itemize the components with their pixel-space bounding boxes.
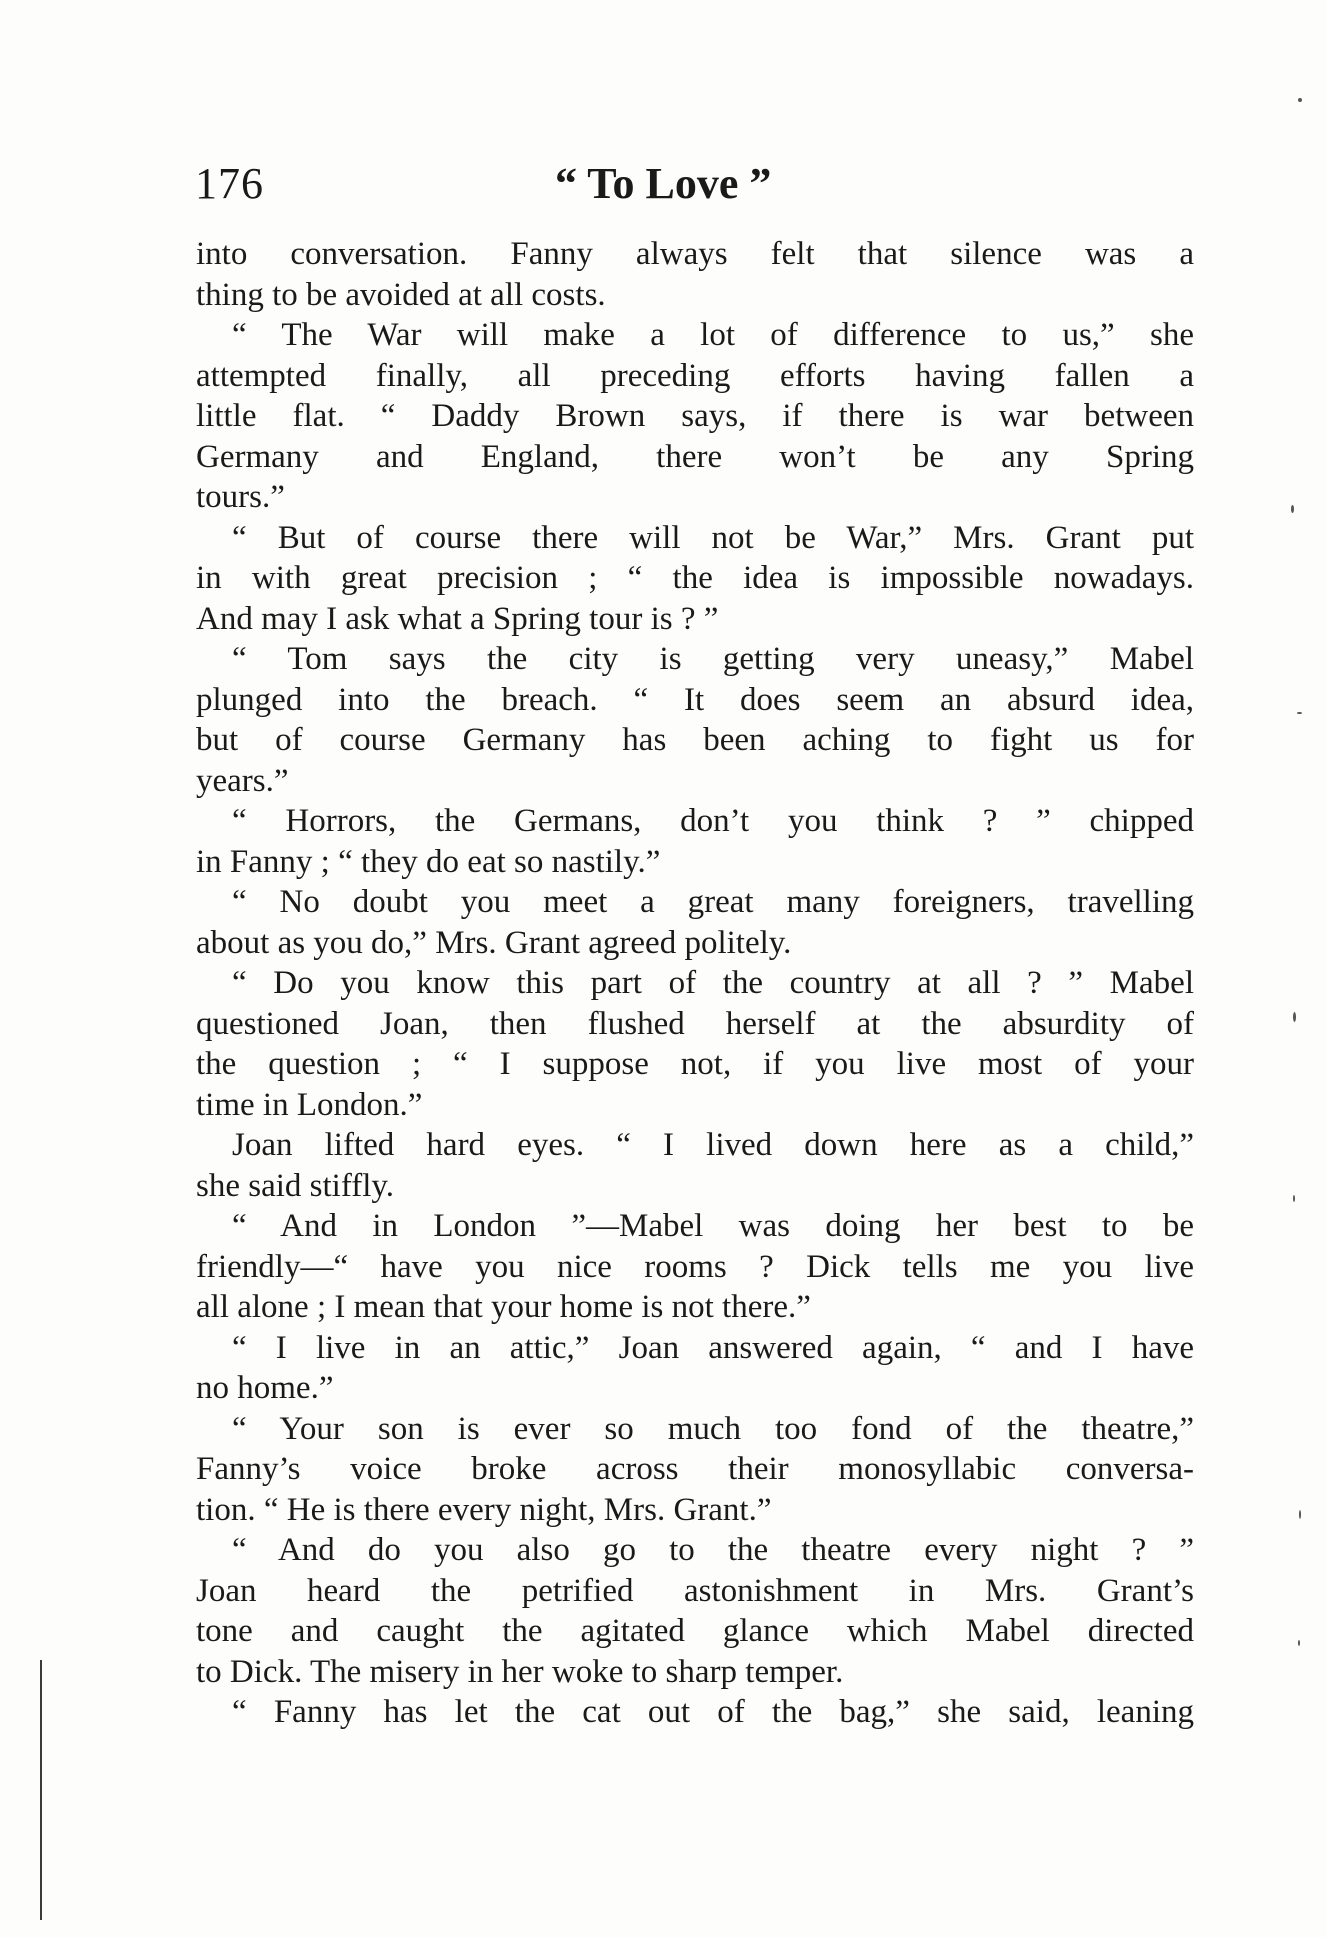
running-title: “ To Love ” bbox=[555, 159, 772, 208]
text-line: Germany and England, there won’t be any Spring bbox=[196, 438, 1194, 475]
text-line: “ Horrors, the Germans, don’t you think ? ” chipped bbox=[232, 803, 1194, 839]
text-line: Fanny’s voice broke across their monosyllabic conversa- bbox=[196, 1451, 1194, 1487]
text-line: years.” bbox=[196, 762, 289, 799]
text-line: the question ; “ I suppose not, if you live most of your bbox=[196, 1046, 1194, 1082]
scan-margin-line bbox=[40, 1660, 42, 1920]
text-line: thing to be avoided at all costs. bbox=[196, 276, 606, 313]
text-line: in with great precision ; “ the idea is impossible nowadays. bbox=[196, 560, 1194, 596]
text-line: “ Fanny has let the cat out of the bag,” she said, leaning bbox=[232, 1694, 1194, 1730]
text-line: Joan heard the petrified astonishment in Mrs. Grant’s bbox=[196, 1572, 1194, 1609]
text-line: “ The War will make a lot of difference to us,” she bbox=[232, 317, 1194, 353]
text-line: into conversation. Fanny always felt that silence was a bbox=[196, 236, 1194, 272]
body-text bbox=[196, 234, 1194, 1733]
scan-speck bbox=[1298, 1640, 1300, 1646]
text-line: plunged into the breach. “ It does seem an absurd idea, bbox=[196, 681, 1194, 718]
text-line: tone and caught the agitated glance which Mabel directed bbox=[196, 1613, 1194, 1649]
text-line: friendly—“ have you nice rooms ? Dick tells me you live bbox=[196, 1248, 1194, 1285]
text-line: And may I ask what a Spring tour is ? ” bbox=[196, 600, 719, 637]
text-line: “ I live in an attic,” Joan answered again, “ and I have bbox=[232, 1329, 1194, 1366]
text-line: “ And in London ”—Mabel was doing her best to be bbox=[232, 1208, 1194, 1244]
scan-speck bbox=[1293, 1195, 1295, 1202]
text-line: she said stiffly. bbox=[196, 1167, 394, 1204]
text-line: tours.” bbox=[196, 479, 285, 515]
scan-speck bbox=[1291, 505, 1294, 513]
scan-speck bbox=[1293, 1012, 1296, 1022]
text-line: attempted finally, all preceding efforts having fallen a bbox=[196, 357, 1194, 394]
page-number: 176 bbox=[195, 159, 264, 208]
text-line: “ Your son is ever so much too fond of the theatre,” bbox=[232, 1410, 1194, 1447]
scan-speck bbox=[1297, 712, 1302, 714]
text-line: time in London.” bbox=[196, 1086, 423, 1123]
text-line: all alone ; I mean that your home is not there.” bbox=[196, 1289, 811, 1325]
text-line: Joan lifted hard eyes. “ I lived down here as a child,” bbox=[232, 1127, 1194, 1163]
scan-speck bbox=[1298, 98, 1302, 102]
text-line: little flat. “ Daddy Brown says, if there is war between bbox=[196, 398, 1194, 434]
text-line: “ But of course there will not be War,” Mrs. Grant put bbox=[232, 519, 1194, 556]
text-line: but of course Germany has been aching to fight us for bbox=[196, 722, 1194, 758]
text-line: “ Tom says the city is getting very uneasy,” Mabel bbox=[232, 641, 1194, 677]
text-line: no home.” bbox=[196, 1370, 334, 1406]
text-line: tion. “ He is there every night, Mrs. Grant.” bbox=[196, 1491, 772, 1528]
page-header bbox=[195, 158, 1195, 218]
text-line: “ Do you know this part of the country at all ? ” Mabel bbox=[232, 965, 1194, 1001]
text-line: “ And do you also go to the theatre every night ? ” bbox=[232, 1532, 1194, 1568]
text-line: “ No doubt you meet a great many foreigners, travelling bbox=[232, 884, 1194, 920]
text-line: about as you do,” Mrs. Grant agreed politely. bbox=[196, 924, 792, 961]
scan-speck bbox=[1299, 1510, 1301, 1519]
text-line: to Dick. The misery in her woke to sharp temper. bbox=[196, 1653, 844, 1690]
text-line: in Fanny ; “ they do eat so nastily.” bbox=[196, 843, 661, 880]
text-line: questioned Joan, then flushed herself at the absurdity of bbox=[196, 1005, 1194, 1042]
